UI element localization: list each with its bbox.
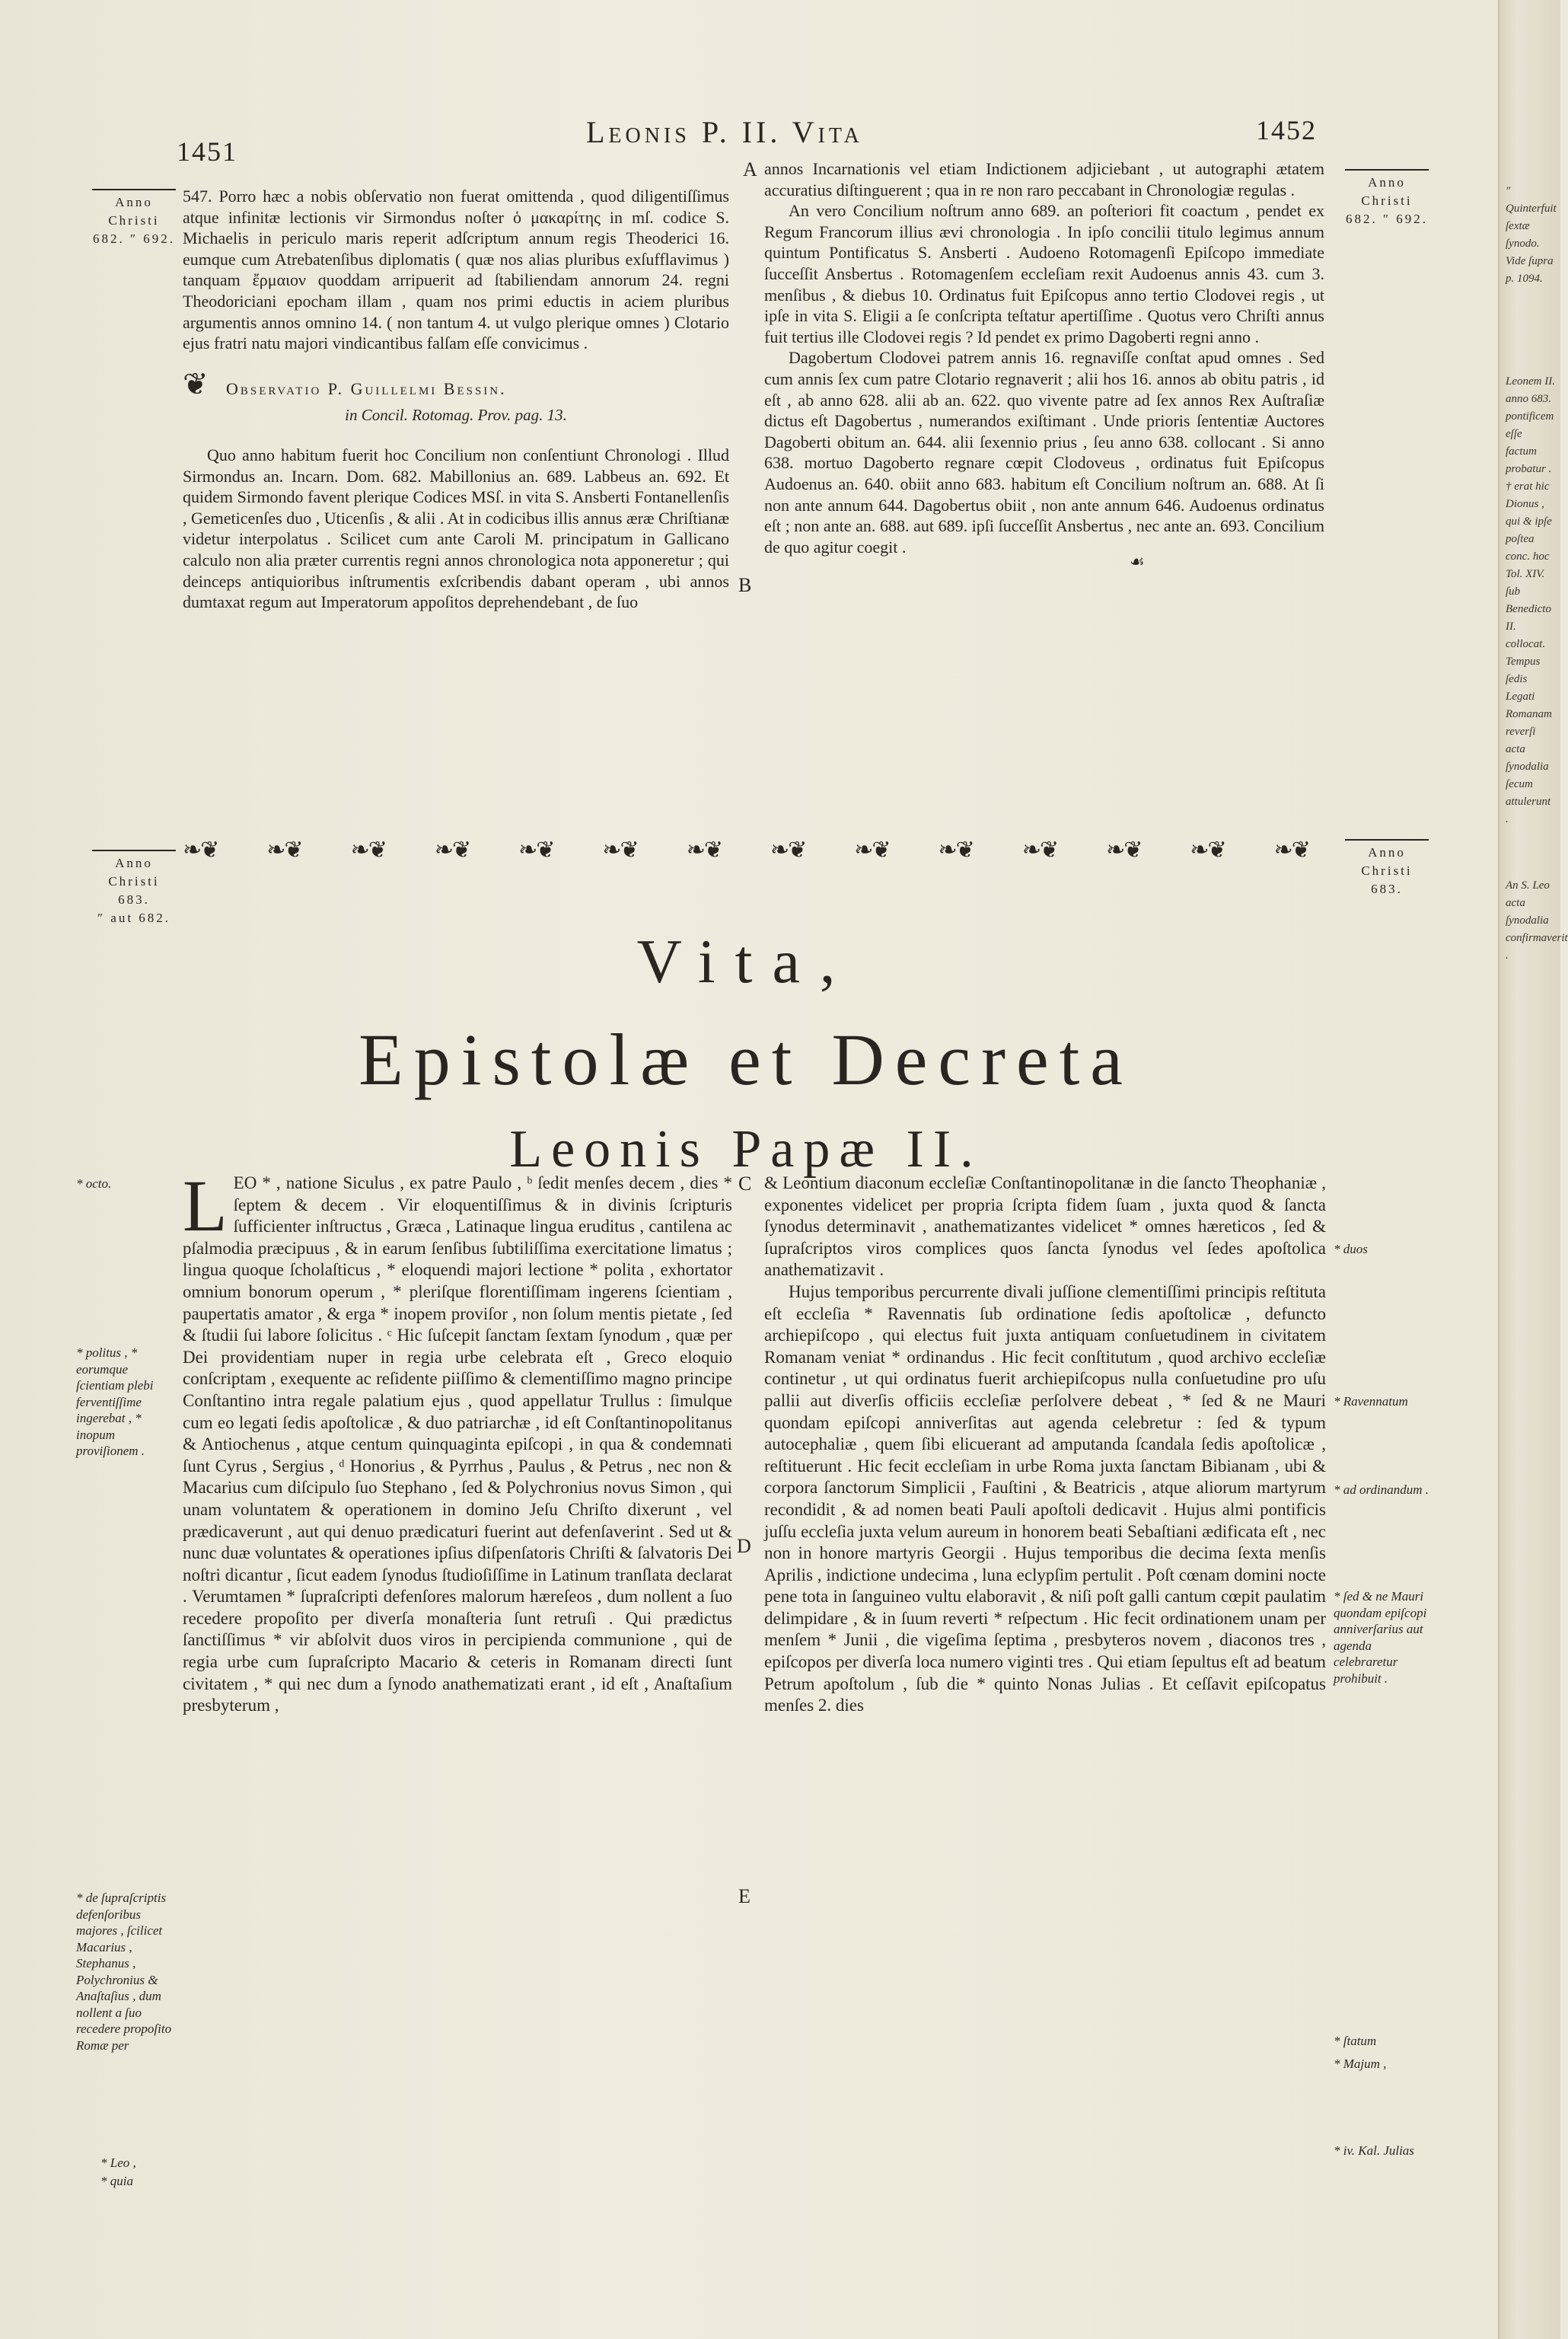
- running-title: Leonis P. II. Vita: [586, 115, 863, 149]
- ornament-icon: ❧❦: [1021, 837, 1058, 863]
- main-right-column: [764, 1173, 1326, 1717]
- section-letter-b: B: [738, 574, 752, 596]
- section-letter-d: D: [737, 1535, 751, 1557]
- ornament-icon: ❧❦: [518, 837, 554, 863]
- margin-note-left-5: * quia: [100, 2174, 133, 2188]
- margin-note-left-2: * politus , * eorumque ſcientiam plebi ferventiſſime ingerebat , * inopum proviſionem .: [76, 1345, 154, 1458]
- anno-mid-right: [1334, 839, 1440, 898]
- margin-note-right-1: * duos: [1334, 1242, 1368, 1256]
- fleuron-icon: ❦: [183, 366, 209, 401]
- observatio-paragraph: Quo anno habitum fuerit hoc Concilium non conſentiunt Chronologi . Illud Sirmondus an. Incarn. Dom. 682. Mabillonius an. 689. Labbeus an. 692. Et quidem Sirmondo favent plerique Codices MSſ. in vita S. Ansberti Fontanellenſis , Gemeticenſes duo , Uticenſis , & alii . At in codicibus illis annus æræ Chriſtianæ videtur interpolatus . Scilicet cum ante Caroli M. principatum in Gallicano calculo non alia præter currentis regni annos chronologica nota apponeretur ; qui deinceps antiquioribus inſtrumentis exſcribendis dabant operam , ubi annos dumtaxat regum aut Imperatorum appoſitos deprehendebant , de ſuo: [183, 445, 729, 612]
- section-letter-e: E: [738, 1885, 751, 1907]
- ornament-icon: ❧❦: [350, 837, 386, 863]
- margin-note-left-1: * octo.: [76, 1176, 112, 1191]
- ornament-icon: ❧❦: [602, 837, 638, 863]
- ornament-icon: ❧❦: [266, 837, 302, 863]
- left-page-number: 1451: [177, 136, 237, 167]
- note-paragraph: Dagobertum Clodovei patrem annis 16. regnaviſſe conſtat apud omnes . Sed cum annis ſex cum patre Clotario regnaverit ; alii hos 16. annos ab obitu patris , id eſt , ab anno 628. alii ab an. 622. quo vivente patre ad ſex annos Rex Auſtraſiæ dictus eſt Dagobertus , numerandos exiſtimant . Unde prioris ſententiæ Auctores Dagoberti obitum an. 644. alii ſexennio prius , ſeu anno 638. collocant . Si anno 638. mortuo Dagoberto regnare cœpit Clodoveus , ordinatus fuit Epiſcopus Audoenus an. 640. obiit anno 683. habitum eſt Concilium noſtrum an. 688. At ſi non ante annum 644. Dagobertus obiit , non ante annum 646. Audoenus ordinatus eſt ; non ante an. 688. aut 689. ipſi ſucceſſit Ansbertus , nec ante an. 693. Concilium de quo agitur coegit .: [764, 348, 1324, 557]
- anno-label: Anno: [115, 856, 153, 870]
- vita-paragraph: & Leontium diaconum eccleſiæ Conſtantinopolitanæ in die ſancto Theophaniæ , exponentes videlicet per propria ſcripta fidem ſuam , juxta quod & ſancta ſynodus determinavit , anathematizantes videlicet * omnes hæreticos , ſed & ſupraſcriptos viros complices quos ſancta ſynodus vel ſedes apoſtolica anathematizavit .: [764, 1173, 1326, 1280]
- anno-years: 682. ″ 692.: [1345, 212, 1429, 226]
- ornament-icon: ❧❦: [1106, 837, 1142, 863]
- edge-note-1: ″ Quinterfuit ſextæ ſynodo. Vide ſupra p. 1094.: [1506, 185, 1557, 285]
- ornament-icon: ❧❦: [854, 837, 890, 863]
- vita-text: EO * , natione Siculus , ex patre Paulo , ᵇ ſedit menſes decem , dies * ſeptem & decem . Vir eloquentiſſimus & in divinis ſcripturis ſufficienter inſtructus , Græca , Latinaque lingua eruditus , cantilena ac pſalmodia præcipuus , & in earum ſenſibus ſubtiliſſima exercitatione limatus ; lingua quoque ſcholaſticus , * eloquendi majori lectione * polita , exhortator omnium bonorum operum , * pleriſque florentiſſimam ingerens ſcientiam , paupertatis amator , & erga * inopem proviſor , non ſolum mentis pietate , ſed & ſtudii ſui labore ſolicitus . ᶜ Hic ſuſcepit ſanctam ſextam ſynodum , quæ per Dei providentiam nuper in regia urbe celebrata eſt , Greco eloquio conſcriptam , exequente ac reſidente piiſſimo & clementiſſimo magno principe Conſtantino intra regale palatium ejus , quod appellatur Trullus : ſimulque cum eo legati ſedis apoſtolicæ , & duo patriarchæ , id eſt Conſtantinopolitanus & Antiochenus , atque centum quinquaginta epiſcopi , in qua & condemnati ſunt Cyrus , Sergius , ᵈ Honorius , & Pyrrhus , Paulus , & Petrus , nec non & Macarius cum diſcipulo ſuo Stephano , ſed & Polychronius novus Simon , qui unam voluntatem & operationem in domino Jeſu Chriſto dixerunt , vel prædicaverunt , aut qui denuo prædicaturi fuerint aut defenſaverint . Sed ut & nunc duæ voluntates & operationes ipſius diſpenſatoris Chriſti & ſalvatoris Dei noſtri dicantur , ſicut eadem ſynodus ſtudioſiſſime in Latinum tranſlata declarat . Verumtamen * ſupraſcripti defenſores malorum hæreſeos , dum nollent a ſuo recedere propoſito per diverſa monaſteria ſunt retruſi . Qui prædictus ſanctiſſimus * vir abſolvit duos viros in percipienda communione , qui de regia urbe cum ſupraſcripto Macario & ceteris in Romanam directi ſunt civitatem , * qui nec dum a ſynodo anathematizati erant , id eſt , Anaſtaſium presbyterum ,: [183, 1173, 732, 1715]
- right-page-number: 1452: [1256, 115, 1317, 145]
- anno-christi: Christi: [108, 213, 160, 228]
- anno-label: Anno: [1368, 175, 1406, 190]
- ornament-icon: ❧❦: [1190, 837, 1225, 863]
- dropcap: L: [183, 1165, 228, 1246]
- next-page-edge: [1498, 0, 1568, 2339]
- anno-years: 682. ″ 692.: [92, 231, 176, 246]
- ornament-band: [183, 834, 1309, 865]
- observatio-source: in Concil. Rotomag. Prov. pag. 13.: [345, 406, 567, 425]
- anno-top-left: [81, 189, 187, 248]
- edge-note-2: Leonem II. anno 683. pontificem eſſe factum probatur . † erat hic Dionus , qui & ipſe poſtea conc. hoc Tol. XIV. ſub Benedicto II. collocat. Tempus ſedis Legati Romanam reverſi acta ſynodalia ſecum attulerunt .: [1506, 375, 1555, 825]
- title-vita: Vita,: [636, 927, 856, 996]
- section-letter-c: C: [738, 1173, 752, 1195]
- margin-note-left-3: * de ſupraſcriptis defenſoribus majores , ſcilicet Macarius , Stephanus , Polychronius & Anaſtaſius , dum nollent a ſuo recedere propoſito Romæ per: [76, 1891, 172, 2053]
- main-left-column: [183, 1165, 732, 1717]
- margin-note-right-6: * Majum ,: [1334, 2057, 1387, 2071]
- title-epistolae: Epistolæ et Decreta: [359, 1019, 1133, 1100]
- margin-note-right-3: * ad ordinandum .: [1334, 1482, 1429, 1497]
- top-left-column: [183, 186, 729, 613]
- top-right-column: [764, 158, 1324, 573]
- margin-note-right-4: * ſed & ne Mauri quondam epiſcopi anniverſarius aut agenda celebraretur prohibuit .: [1334, 1589, 1427, 1686]
- end-ornament-icon: ☙: [1130, 552, 1145, 572]
- anno-label: Anno: [115, 195, 153, 209]
- note-paragraph: annos Incarnationis vel etiam Indictionem adjiciebant , ut autographi ætatem accuratius diſtinguerent ; qua in re non raro peccabant in Chronologiæ regulas .: [764, 159, 1324, 199]
- margin-note-left-4: * Leo ,: [100, 2156, 136, 2170]
- margin-note-right-5: * ſtatum: [1334, 2034, 1377, 2048]
- anno-label: Anno: [1368, 845, 1406, 860]
- title-leonis: Leonis Papæ II.: [509, 1120, 983, 1179]
- ornament-icon: ❧❦: [770, 837, 806, 863]
- anno-year: 683.: [1371, 882, 1403, 896]
- ornament-icon: ❧❦: [686, 837, 722, 863]
- edge-note-3: An S. Leo acta ſynodalia confirmaverit .: [1506, 879, 1568, 962]
- ornament-icon: ❧❦: [1273, 837, 1309, 863]
- margin-note-right-2: * Ravennatum: [1334, 1394, 1408, 1409]
- ornament-icon: ❧❦: [434, 837, 470, 863]
- anno-alt-year: ″ aut 682.: [97, 911, 171, 925]
- ornament-icon: ❧❦: [938, 837, 974, 863]
- ornament-icon: ❧❦: [183, 837, 218, 863]
- anno-year: 683.: [118, 892, 150, 907]
- anno-christi: Christi: [1361, 863, 1413, 878]
- section-letter-a: A: [743, 158, 757, 180]
- anno-christi: Christi: [108, 874, 160, 889]
- note-paragraph: An vero Concilium noſtrum anno 689. an poſteriori fit coactum , pendet ex Regum Francorum illius ævi chronologia . In ipſo concilii titulo legimus annum quintum Pontificatus S. Ansberti . Audoeno Rotomagenſi Epiſcopo immediate ſucceſſit Ansbertus . Rotomagenſem eccleſiam rexit Audoenus annis 43. cum 3. menſibus , & diebus 10. Ordinatus fuit Epiſcopus anno tertio Clodovei regis , ut ipſe in vita S. Eligii a ſe conſcripta teſtatur apertiſſime . Quotus vero Chriſti annus fuit tertius ille Clodovei regis ? Id pendet ex primo Dagoberti regni anno .: [764, 201, 1324, 346]
- note-paragraph: 547. Porro hæc a nobis obſervatio non fuerat omittenda , quod diligentiſſimus atque infinitæ lectionis vir Sirmondus noſter ὁ μακαρίτης in mſ. codice S. Michaelis in periculo maris reperit adſcriptum annum regis Theoderici 16. eumque cum Atrebatenſibus diplomatis ( quæ nos alias pluribus exſufflavimus ) tanquam ἔρμαιον quoddam arripuerit ad ſtabiliendam annorum 24. regni Theodoriciani epocham illam , quam nos primi eductis in aciem pluribus argumentis annos omnino 14. ( non tantum 4. ut vulgo plerique omnes ) Clotario ejus fratri natu majori vindicantibus falſam eſſe convicimus .: [183, 187, 729, 353]
- anno-mid-left: [81, 850, 187, 927]
- observatio-heading: ❦ Observatio P. Guillelmi Bessin.: [183, 366, 507, 401]
- anno-christi: Christi: [1361, 193, 1413, 208]
- margin-note-right-7: * iv. Kal. Julias: [1334, 2143, 1414, 2158]
- vita-paragraph: Hujus temporibus percurrente divali juſſione clementiſſimi principis reſtituta eſt eccleſia * Ravennatis ſub ordinatione ſedis apoſtolicæ , defuncto archiepiſcopo , qui electus fuit juxta antiquam conſuetudinem in civitatem Romanam veniat * ordinandus . Hic fecit conſtitutum , quod archivo eccleſiæ continetur , ut qui ordinatus fuerit archiepiſcopus nulla conſuetudine pro uſu pallii aut diverſis officiis eccleſiæ perſolvere debeat , * ſed & ne Mauri quondam epiſcopi anniverſitas aut agenda celebretur : ſed & typum autocephaliæ , quem ſibi elicuerant ad amputanda ſcandala ſedis apoſtolicæ , reſtituerunt . Hic fecit eccleſiam in urbe Roma juxta ſanctam Bibianam , ubi & corpora ſanctorum Simplicii , Fauſtini , & Beatricis , atque aliorum martyrum recondidit , & ad nomen beati Pauli apoſtoli dedicavit . Hujus almi pontificis juſſu eccleſia juxta velum aureum in honorem beati Sebaſtiani ædificata eſt , nec non in honore martyris Georgii . Hujus temporibus die decima ſexta menſis Aprilis , indictione undecima , luna eclypſim pertulit . Poſt cœnam domini nocte pene tota in ſanguineo vultu elaboravit , & niſi poſt galli cantum cœpit paulatim delimpidare , & in ſuum reverti * reſpectum . Hic fecit ordinationem unam per menſem * Junii , die vigeſima ſeptima , presbyteros novem , diaconos tres , epiſcopos per diverſa loca numero viginti tres . Qui etiam ſepultus eſt ad beatum Petrum apoſtolum , ſub die * quinto Nonas Julias . Et ceſſavit epiſcopatus menſes 2. dies: [764, 1281, 1326, 1715]
- anno-top-right: [1334, 169, 1440, 228]
